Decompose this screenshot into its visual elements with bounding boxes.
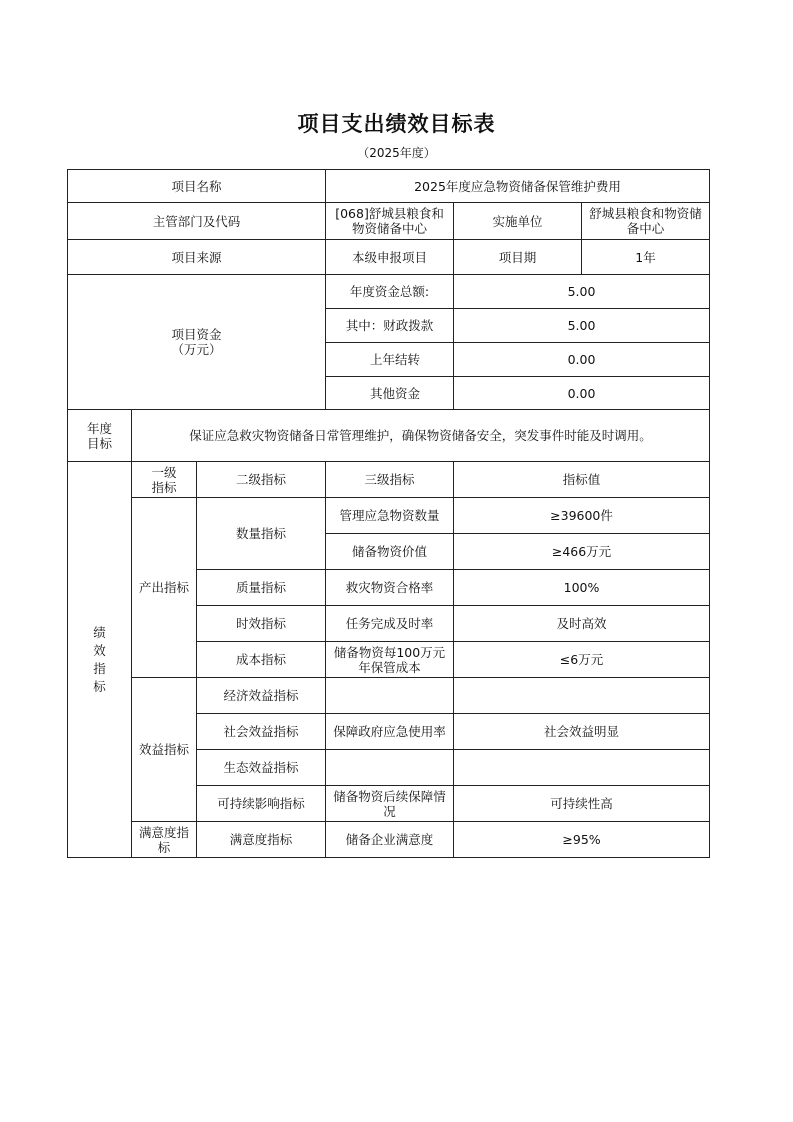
row-economic [68,678,710,714]
sustain-value: 可持续性高 [454,786,710,822]
header-level3: 三级指标 [326,462,454,498]
project-name-label: 项目名称 [68,170,326,203]
project-period-value: 1年 [582,240,710,275]
satisfaction-label [132,822,197,858]
funds-total-value: 5.00 [454,275,710,309]
performance-indicators-label [68,462,132,858]
time-value: 及时高效 [454,606,710,642]
funds-label [68,275,326,410]
social-name: 保障政府应急使用率 [326,714,454,750]
quantity-1-name: 管理应急物资数量 [326,498,454,534]
row-quantity-1 [68,498,710,534]
project-source-value: 本级申报项目 [326,240,454,275]
implementing-unit-label: 实施单位 [454,203,582,240]
eco-name [326,750,454,786]
annual-goal-label-line2: 目标 [86,435,112,451]
annual-goal-label-line1: 年度 [86,420,112,436]
funds-total-label: 年度资金总额: [326,275,454,309]
satisfaction-label-line2: 标 [157,839,171,855]
row-funds-total [68,275,710,309]
funds-label-line2: （万元） [171,342,222,357]
satisfaction-sub-label: 满意度指标 [197,822,326,858]
funds-other-label: 其他资金 [326,377,454,410]
project-name-value: 2025年度应急物资储备保管维护费用 [326,170,710,203]
header-level1-line1: 一级 [151,464,177,480]
sustain-name-line2: 况 [383,803,396,819]
page-title: 项目支出绩效目标表 [297,112,496,136]
header-value: 指标值 [454,462,710,498]
economic-indicator-label: 经济效益指标 [197,678,326,714]
social-indicator-label: 社会效益指标 [197,714,326,750]
row-source [68,240,710,275]
annual-goal-label [68,410,132,462]
funds-label-line1: 项目资金 [171,327,222,342]
row-annual-goal [68,410,710,462]
perf-char-1: 绩 [93,624,106,640]
benefit-indicator-label: 效益指标 [132,678,197,822]
sustain-name [326,786,454,822]
cost-indicator-label: 成本指标 [197,642,326,678]
quantity-2-value: ≥466万元 [454,534,710,570]
eco-value [454,750,710,786]
row-indicator-header [68,462,710,498]
row-department [68,203,710,240]
perf-char-3: 指 [93,660,106,676]
satisfaction-label-line1: 满意度指 [138,824,189,840]
economic-value [454,678,710,714]
header-level2: 二级指标 [197,462,326,498]
funds-other-value: 0.00 [454,377,710,410]
funds-fiscal-value: 5.00 [454,309,710,343]
header-level1-line2: 指标 [151,479,177,495]
annual-goal-text: 保证应急救灾物资储备日常管理维护，确保物资储备安全，突发事件时能及时调用。 [132,410,710,462]
perf-char-2: 效 [93,642,106,658]
header-level1 [132,462,197,498]
satisfaction-name: 储备企业满意度 [326,822,454,858]
quality-value: 100% [454,570,710,606]
social-value: 社会效益明显 [454,714,710,750]
row-project-name [68,170,710,203]
output-indicator-label: 产出指标 [132,498,197,678]
funds-fiscal-label: 其中：财政拨款 [326,309,454,343]
perf-char-4: 标 [93,678,106,694]
sustain-indicator-label: 可持续影响指标 [197,786,326,822]
project-period-label: 项目期 [454,240,582,275]
quality-indicator-label: 质量指标 [197,570,326,606]
cost-name-line1: 储备物资每100万元 [333,644,446,660]
row-satisfaction [68,822,710,858]
sustain-name-line1: 储备物资后续保障情 [333,788,446,804]
funds-carryover-value: 0.00 [454,343,710,377]
quantity-1-value: ≥39600件 [454,498,710,534]
project-source-label: 项目来源 [68,240,326,275]
time-name: 任务完成及时率 [326,606,454,642]
funds-carryover-label: 上年结转 [326,343,454,377]
quantity-2-name: 储备物资价值 [326,534,454,570]
department-label: 主管部门及代码 [68,203,326,240]
economic-name [326,678,454,714]
quality-name: 救灾物资合格率 [326,570,454,606]
cost-name-line2: 年保管成本 [358,659,421,675]
quantity-indicator-label: 数量指标 [197,498,326,570]
performance-target-table [67,169,710,858]
cost-value: ≤6万元 [454,642,710,678]
satisfaction-value: ≥95% [454,822,710,858]
time-indicator-label: 时效指标 [197,606,326,642]
implementing-unit-value: 舒城县粮食和物资储备中心 [582,203,710,240]
eco-indicator-label: 生态效益指标 [197,750,326,786]
department-value: [068]舒城县粮食和物资储备中心 [326,203,454,240]
page-subtitle: （2025年度） [357,146,436,160]
cost-name [326,642,454,678]
